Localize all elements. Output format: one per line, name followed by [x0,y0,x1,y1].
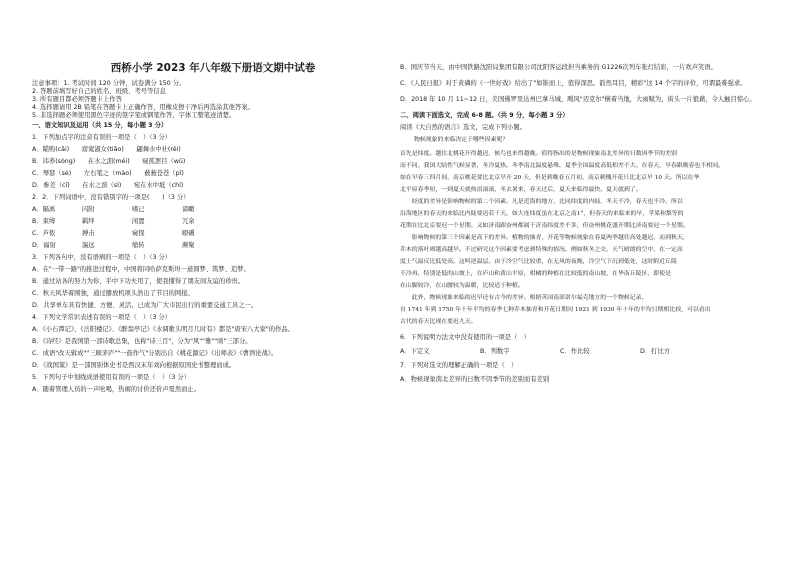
option-word: 羁绊 [82,218,95,225]
option-word: B．束缚 [32,218,56,225]
passage-line: 如在早春三四月间，南京桃花要比北京早开 20 天，但是到晚春五月初，南京刺槐开花只比北京早 10 天。所以在华 [400,175,700,181]
question-stem: 4．下列文学常识表述有误的一项是（ ）（3 分） [32,314,172,321]
question-stem: 3．下列各句中，没有语病的一项是（ ）（3 分） [32,254,172,261]
answer-option[interactable]: A．瞄购(cǎi) 窈窕淑女(tiǎo) 翩舞水中社(rěi) [32,146,181,153]
note-line: 2. 答题前填写好自己的姓名、班级、考号等信息 [32,88,166,95]
passage-line: 在山脚较冷，在山腰较为温暖，比较适于种植。 [400,283,524,289]
answer-option[interactable]: A．随着管理人员的一声吆喝，热闹的讨价还价声戛然而止。 [32,386,201,393]
section-heading: 二、阅读下面选文，完成 6-8 题。（共 9 分，每小题 3 分） [400,112,569,119]
option-word: A．隔离 [32,206,56,213]
option-word: 嗜已 [132,206,145,213]
note-line: 注意事项：1. 考试时间 120 分钟，试卷满分 150 分。 [32,80,186,87]
passage-line: 北平原春季短，一到夏天就热浪滚滚，冬去暑来，春天过后，夏天来临得最快。夏天就到了。 [400,187,642,193]
question-stem: 5．下列句子中划线成语使用有误的一项是（ ）（3 分） [32,374,190,381]
option-word: 窥探 [132,230,145,237]
answer-option[interactable]: A．物候现象南北差异的日数不因季节的差别而有差别 [400,376,550,383]
passage-line: 自 1741 年到 1750 年十年平均的春季七种乔木抽青和开花日期同 1921 到 1930 年十年的平均日期相比较，可以看出 [400,307,711,313]
answer-option[interactable]: B．玮荞(sòng) 在水之湄(méi) 窥孤罢目（wū) [32,158,186,165]
answer-option[interactable]: B．列数字 [480,348,510,355]
answer-option[interactable]: C．作比较 [560,348,590,355]
answer-option[interactable]: D．2018 年 10 月 11~12 日，美国佛罗里达州巴拿马城，飓风"迈克尔"横着当地，大雨赋为，街头一片狼藉，令人触目惊心。 [400,96,756,103]
passage-line: 沿海地区的春天的来临比内陆要迟若干天。如大连纬度虽在北京之南1°，但春天的来临来的早，苹果和梨等的 [400,211,684,217]
answer-option[interactable]: A．在"一带一路"的推进过程中，中国将同哈萨克斯坦一道圆梦、筑梦、追梦。 [32,266,250,273]
answer-option[interactable]: C．《人民日报》对于黄磷的《一世好戏》给出了"如锥而上，值得深思。韵然耳目，精彩"这 14 个字的评价，可谓最难强求。 [400,80,747,87]
question-stem: 2．2．下列词语中，没有错别字的一项是( )（3 分） [32,194,190,201]
section-heading: 一、语文知识及运用（共 15 分，每小题 3 分） [32,122,168,129]
answer-option[interactable]: B．《诗经》是我国第一部诗歌总集，也称"诗三百"，分为"风""雅""颂"三部分。 [32,338,252,345]
option-word: 暸硎 [182,230,195,237]
answer-option[interactable] [32,206,394,214]
note-line: 3. 所有题目都必须答题卡上作答 [32,96,122,103]
answer-option[interactable] [32,218,394,226]
reading-instruction: 阅读《大自然的语言》选文，完成下列小题。 [400,124,526,131]
answer-option[interactable]: A．下定义 [400,348,430,355]
option-word: 闪附 [82,206,95,213]
question-stem: 7．下列对选文的理解正确的一项是（ ） [400,362,518,369]
answer-option[interactable]: D．参差（cī) 在水之滨（sì) 宛在水中坻（chí) [32,182,184,189]
option-word: 缩转 [132,242,145,249]
answer-options-row [400,348,762,356]
option-word: 谛瞰 [182,206,195,213]
answer-option[interactable]: C．成语"改天辑成""三顾茅庐""一鼓作气"分别出自《桃花源记》《出师表》《曹刿论战》。 [32,350,278,357]
note-line: 5. 非选择题必须使用黑色字迹的签字笔或钢笔作答，字体工整笔迹清楚。 [32,112,236,119]
exam-title: 西桥小学 2023 年八年级下册语文期中试卷 [110,62,316,74]
passage-line: 此外，物候现象来临的迟早还有古今的差异。根据英国南部诺尔福克地方的一个物候记录， [400,295,648,301]
option-word: C．芦侬 [32,230,56,237]
answer-option[interactable]: B．通过站各的努力为你，乎中下功夫用了，使我懂得了朋友间友谊的珍贵。 [32,278,245,285]
option-word: 濒聚 [182,242,195,249]
passage-line: 乔木的落叶则越高越早。不过研究这个因素要考虑到特殊的情况。例如秋冬之交，天气晴朗的空中，在一定高 [400,247,683,253]
answer-option[interactable]: D．共享单车具有快捷、方便、灵活，已成为广大市民出行的重要交通工具之一。 [32,302,258,309]
option-word: 湍远 [82,242,95,249]
answer-option[interactable]: D．《战国策》是一部国别体史书是西汉末年刘向根据原国史书整理而成。 [32,362,236,369]
passage-line: 经度的差异是影响物候的第二个因素。凡是近海的地方，比同纬度的内陆，冬天不冷，春天也不冷。所以 [400,199,683,205]
option-word: 冗余 [182,218,195,225]
answer-option[interactable] [32,242,394,250]
answer-option[interactable]: B．国庆节当天，由中国铁路沈阳局集团有限公司沈阳客运段担当乘务的 G1226次列车张灯结彩，一片欢声笑语。 [400,64,717,71]
option-word: 搏击 [82,230,95,237]
answer-option[interactable]: C．琴瑟（sè) 左右笔之（mào) 薮薮苍苍（pǐ) [32,170,184,177]
option-word: 闲置 [132,218,145,225]
question-stem: 1．下列加点字的注音有误的一项是（ ）（3 分） [32,134,172,141]
answer-option[interactable]: D．打比方 [640,348,671,355]
question-stem: 6．下列说明方法文中没有使用的一项是（ ） [400,334,530,341]
passage-line: 花期在比北京要迟一个星期。又如济南跟奋州都属于沂南纬度差不多，但奋州桃花盛开期比济南要迟一个星期。 [400,223,689,229]
passage-line: 而不同。我国大陆性气候显著，冬冷夏热。冬季南北温度悬殊，夏季全国温度高低相差不大。在春天，早春跟晚春也不相同。 [400,163,724,169]
answer-option[interactable] [32,230,394,238]
passage-line: 古代的春天比现在要迟九天。 [400,319,477,325]
option-word: D．福射 [32,242,56,249]
passage-title: 物候现象的来临决定于哪些因素呢？ [414,137,509,143]
answer-option[interactable]: C．秋天风华着围独，通过播放机项头浩出了节目的网接。 [32,290,194,297]
passage-line: 首先是纬度。越往北桃花开得越迟，候鸟也来得越晚。值得指出的是物候现象南北差异的日数因季节的差别 [400,151,677,157]
answer-option[interactable]: A．《小石潭记》、《岳阳楼记》、《醉翁亭记》《水调歌头明月几时有》都是"唐宋八大家"的作品。 [32,326,294,333]
note-line: 4. 选择题请用 2B 铅笔在答题卡上正确作答，用橡皮擦干净后再选涂其他答案。 [32,104,254,111]
passage-line: 度上气温反比低处高。这叫逆温层。由于冷空气比较重，在无风的夜晚，冷空气下沉到低处，这时附近丘陵 [400,259,677,265]
passage-line: 影响物候的第三个因素是高下的差异。植物的抽青、开花等物候现象在春夏两季越往高处越迟，而到秋天， [400,235,689,241]
passage-line: 不冷再，特别是低的山坡上，在庐山和黄山平原，柑橘的种植在比较低的南山坡，在华南丘陵区，即使是 [400,271,671,277]
